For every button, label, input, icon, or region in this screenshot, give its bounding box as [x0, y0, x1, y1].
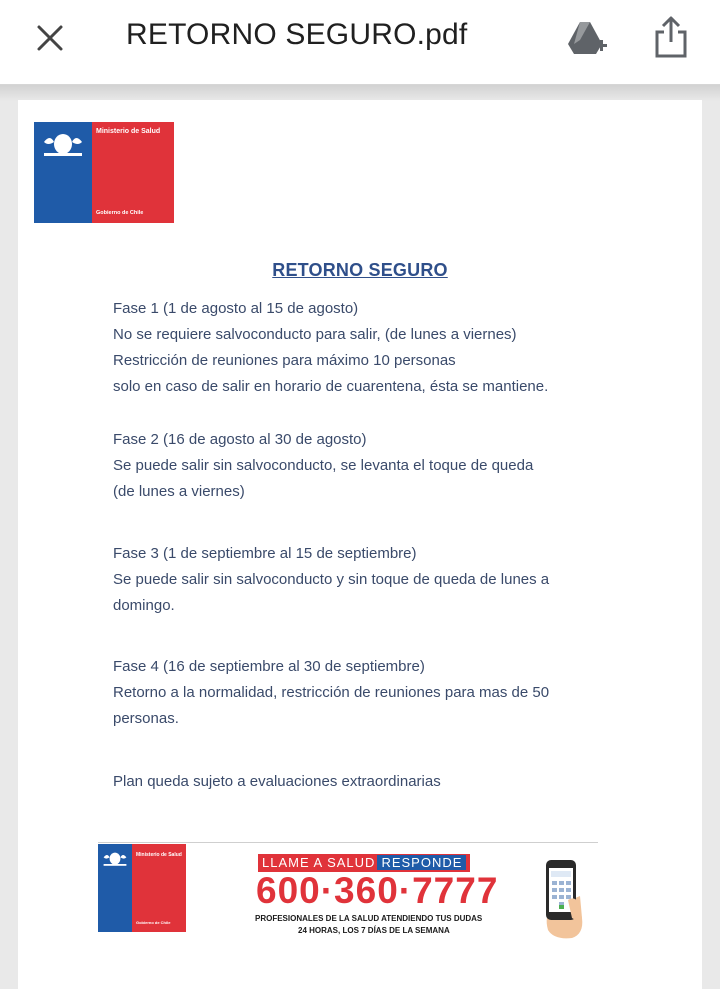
phase-2	[113, 427, 533, 505]
logo-ministry-text: Ministerio de Salud	[96, 128, 161, 135]
close-icon[interactable]	[34, 22, 66, 54]
coat-of-arms-icon	[40, 128, 86, 158]
logo-ministry-text: Ministerio de Salud	[136, 852, 182, 858]
add-to-drive-icon[interactable]	[566, 18, 608, 58]
footer-ministry-logo	[98, 844, 186, 932]
responde-text: RESPONDE	[377, 855, 466, 870]
phone-in-hand-icon	[538, 856, 588, 940]
phase-line: Se puede salir sin salvoconducto, se levanta el toque de queda	[113, 457, 534, 474]
phase-line: Retorno a la normalidad, restricción de reuniones para mas de 50	[113, 684, 550, 701]
phase-line: solo en caso de salir en horario de cuarentena, ésta se mantiene.	[113, 378, 549, 395]
logo-red-block	[92, 122, 174, 223]
hotline-number: 600·360·7777	[256, 870, 499, 911]
phase-line: personas.	[113, 710, 179, 727]
top-app-bar	[0, 0, 720, 85]
hotline-note-1: PROFESIONALES DE LA SALUD ATENDIENDO TUS DUDAS	[255, 914, 483, 923]
phase-line: Fase 4 (16 de septiembre al 30 de septiembre)	[113, 658, 425, 675]
ministry-logo	[34, 122, 174, 223]
phase-line: Fase 1 (1 de agosto al 15 de agosto)	[113, 300, 359, 317]
phase-line: domingo.	[113, 597, 175, 614]
page-title: RETORNO SEGURO	[272, 260, 448, 280]
phase-line: Se puede salir sin salvoconducto y sin toque de queda de lunes a	[113, 571, 550, 588]
hotline-banner	[98, 840, 598, 940]
phase-line: Fase 3 (1 de septiembre al 15 de septiembre)	[113, 545, 417, 562]
phase-line: Restricción de reuniones para máximo 10 personas	[113, 352, 456, 369]
document-title: RETORNO SEGURO.pdf	[126, 18, 468, 51]
hotline-note-2: 24 HORAS, LOS 7 DÍAS DE LA SEMANA	[298, 926, 450, 935]
phase-1	[113, 296, 548, 400]
phase-line: (de lunes a viernes)	[113, 483, 245, 500]
coat-of-arms-icon	[101, 849, 129, 867]
toolbar-shadow	[0, 85, 720, 101]
pdf-page[interactable]	[18, 100, 702, 989]
logo-government-text: Gobierno de Chile	[96, 210, 144, 216]
divider	[98, 842, 598, 843]
phase-line: No se requiere salvoconducto para salir, (de lunes a viernes)	[113, 326, 517, 343]
call-text: LLAME A SALUD	[262, 855, 376, 870]
share-icon[interactable]	[652, 14, 690, 60]
closing-line: Plan queda sujeto a evaluaciones extraordinarias	[113, 773, 441, 790]
logo-government-text: Gobierno de Chile	[136, 920, 171, 925]
phase-4	[113, 654, 549, 732]
phase-line: Fase 2 (16 de agosto al 30 de agosto)	[113, 431, 367, 448]
phase-3	[113, 541, 549, 619]
closing-note	[113, 769, 441, 795]
